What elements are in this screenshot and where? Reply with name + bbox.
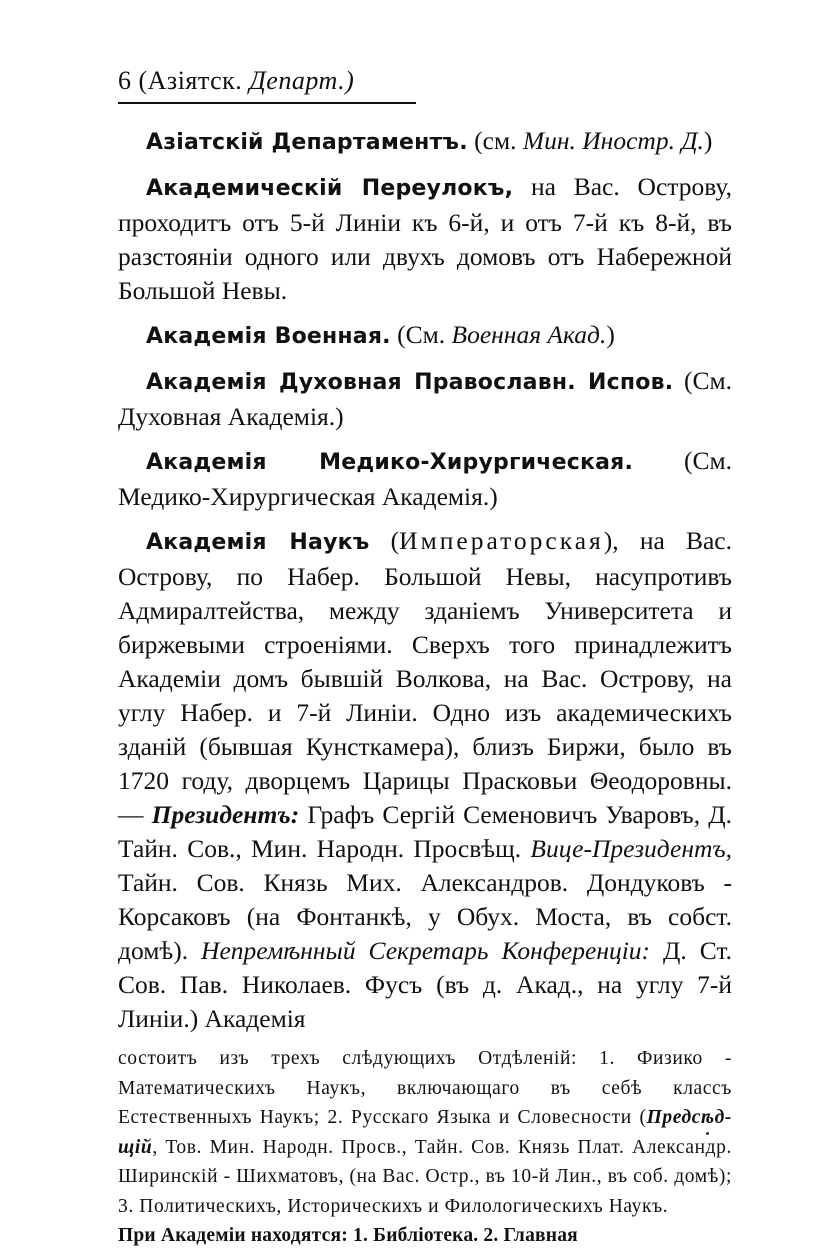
print-speck (706, 1132, 709, 1135)
president-label: Президентъ: (151, 800, 300, 829)
entry-text: ), на Вас. Острову, по Набер. Большой Невы, насупротивъ Адмиралтейства, между зданiемъ Университета и биржевыми строенiями. Сверхъ того принадлежитъ Академiи домъ бывшiй Волкова, на Вас. Острову, на углу Набер. и 7-й Линiи. Одно изъ академическихъ зданiй (бывшая Кунсткамера), близъ Биржи, было въ 1720 году, дворцемъ Царицы Прасковьи Θеодоровны. — (118, 526, 732, 829)
entry-medico-surgical-academy (118, 444, 732, 514)
small-text: состоитъ изъ трехъ слѣдующихъ Отдѣленiй: 1. Физико - Математическихъ Наукъ, включающаго въ себѣ классъ Естественныхъ Наукъ; 2. Русскаго Языка и Словесности ( (118, 1048, 732, 1128)
entry-text: Графъ Сергiй Семеновичъ Уваровъ, Д. Тайн. Сов., Мин. Народн. Просвѣщ. (118, 800, 732, 863)
entry-title: Академическiй Переулокъ, (146, 176, 514, 201)
entry-spiritual-academy (118, 364, 732, 434)
entry-military-academy (118, 318, 732, 354)
entry-text: ) (606, 320, 615, 349)
page-number: 6 (118, 66, 132, 95)
entry-text: (См. (390, 320, 452, 349)
entry-text: (См. Медико-Хирургическая Академiя.) (118, 446, 732, 511)
entry-title: Академiя Военная. (146, 324, 391, 349)
running-header (118, 64, 416, 104)
academy-institutions-line: При Академiи находятся: 1. Библiотека. 2. Главная (118, 1225, 578, 1246)
entry-text: (См. Духовная Академiя.) (118, 366, 732, 431)
entry-text: Тайн. Сов. Князь Мих. Александров. Дондуковъ - Корсаковъ (на Фонтанкѣ, у Обух. Моста, въ собст. домѣ). (118, 868, 732, 965)
entry-academy-of-sciences (118, 524, 732, 1036)
secretary-label: Непремѣнный Секретарь Конференцiи: (201, 936, 651, 965)
academy-departments-text (118, 1044, 732, 1251)
cross-reference: Военная Акад. (451, 320, 607, 349)
header-section-a: (Азiятск. (138, 66, 250, 95)
entry-text: ) (703, 126, 713, 155)
header-section-b: Департ.) (249, 66, 355, 95)
entry-academic-lane (118, 170, 732, 308)
cross-reference: Мин. Иностр. Д. (522, 126, 704, 155)
vice-president-label: Вице-Президентъ, (530, 834, 732, 863)
entry-text: (см. (467, 126, 523, 155)
imperial-qualifier: Императорская (399, 526, 604, 555)
entry-text: ( (369, 526, 400, 555)
entry-title: Азiатскiй Департаментъ. (146, 130, 468, 155)
entry-title: Академiя Наукъ (146, 530, 370, 555)
small-text: , Тов. Мин. Народн. Просв., Тайн. Сов. Князь Плат. Александр. Ширинскiй - Шихматовъ, (на Вас. Остр., въ 10-й Лин., въ соб. домѣ); 3. Политическихъ, Историческихъ и Филологическихъ Наукъ. (118, 1136, 732, 1217)
entry-asiatic-department (118, 124, 732, 160)
page-body (118, 124, 732, 1251)
entry-text: на Вас. Острову, проходитъ отъ 5-й Линiи къ 6-й, и отъ 7-й къ 8-й, въ разстоянiи одного или двухъ домовъ отъ Набережной Большой Невы. (118, 172, 732, 305)
chair-label: Предсѣд-щiй (118, 1107, 732, 1158)
entry-title: Академiя Духовная Православн. Испов. (146, 370, 674, 395)
entry-text: Д. Ст. Сов. Пав. Николаев. Фусъ (въ д. Акад., на углу 7-й Линiи.) Академiя (118, 936, 732, 1033)
entry-title: Академiя Медико-Хирургическая. (146, 450, 634, 475)
